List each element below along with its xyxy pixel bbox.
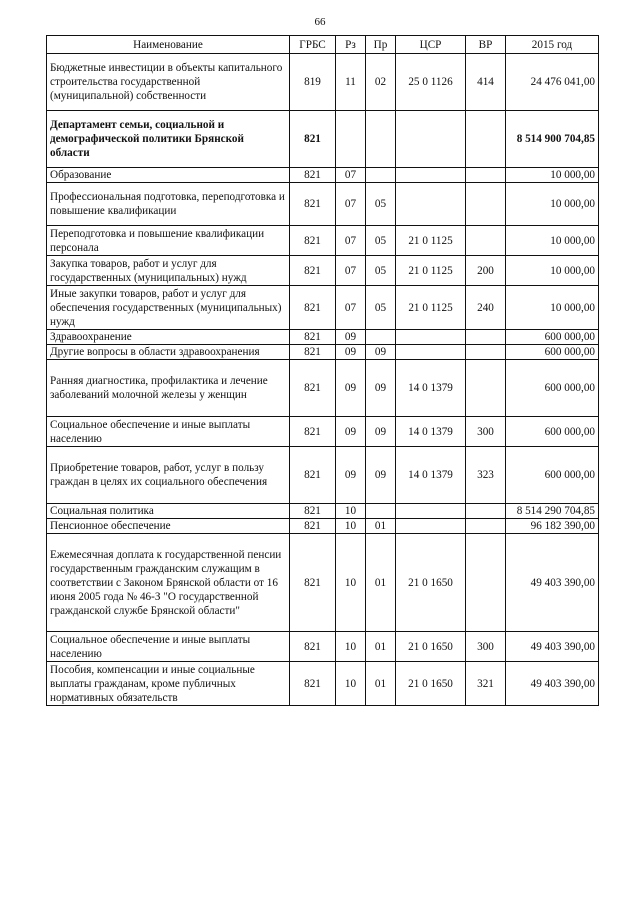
table-row xyxy=(47,330,599,345)
table-row xyxy=(47,183,599,226)
cell-vr xyxy=(466,360,506,417)
cell-grbs: 821 xyxy=(290,504,336,519)
cell-name: Ранняя диагностика, профилактика и лечение заболеваний молочной железы у женщин xyxy=(47,360,290,417)
cell-csr xyxy=(396,111,466,168)
cell-rz: 10 xyxy=(336,504,366,519)
cell-pr: 01 xyxy=(366,632,396,662)
cell-grbs: 819 xyxy=(290,54,336,111)
cell-grbs: 821 xyxy=(290,286,336,330)
cell-name: Приобретение товаров, работ, услуг в пользу граждан в целях их социального обеспечения xyxy=(47,447,290,504)
cell-vr xyxy=(466,183,506,226)
cell-vr xyxy=(466,345,506,360)
cell-amount: 10 000,00 xyxy=(506,286,599,330)
header-row xyxy=(47,36,599,54)
cell-name: Профессиональная подготовка, переподготовка и повышение квалификации xyxy=(47,183,290,226)
cell-csr xyxy=(396,330,466,345)
cell-vr xyxy=(466,226,506,256)
cell-vr xyxy=(466,111,506,168)
cell-csr: 14 0 1379 xyxy=(396,360,466,417)
cell-vr: 240 xyxy=(466,286,506,330)
cell-pr: 01 xyxy=(366,534,396,632)
table-row xyxy=(47,417,599,447)
cell-vr: 414 xyxy=(466,54,506,111)
cell-rz: 09 xyxy=(336,360,366,417)
cell-pr: 01 xyxy=(366,519,396,534)
cell-amount: 10 000,00 xyxy=(506,183,599,226)
cell-name: Другие вопросы в области здравоохранения xyxy=(47,345,290,360)
cell-pr xyxy=(366,504,396,519)
cell-amount: 8 514 290 704,85 xyxy=(506,504,599,519)
cell-name: Закупка товаров, работ и услуг для государственных (муниципальных) нужд xyxy=(47,256,290,286)
cell-csr: 21 0 1650 xyxy=(396,534,466,632)
cell-name: Образование xyxy=(47,168,290,183)
cell-pr xyxy=(366,330,396,345)
cell-name: Департамент семьи, социальной и демографической политики Брянской области xyxy=(47,111,290,168)
table-row xyxy=(47,54,599,111)
cell-rz xyxy=(336,111,366,168)
cell-rz: 09 xyxy=(336,345,366,360)
cell-grbs: 821 xyxy=(290,632,336,662)
cell-name: Социальное обеспечение и иные выплаты населению xyxy=(47,417,290,447)
cell-name: Социальная политика xyxy=(47,504,290,519)
cell-amount: 10 000,00 xyxy=(506,256,599,286)
cell-pr xyxy=(366,111,396,168)
cell-pr: 01 xyxy=(366,662,396,706)
cell-rz: 07 xyxy=(336,286,366,330)
cell-name: Ежемесячная доплата к государственной пенсии государственным гражданским служащим в соответствии с Законом Брянской области от 16 июня 2005 года № 46-З "О государственной гражданской службе Брянской области" xyxy=(47,534,290,632)
cell-rz: 10 xyxy=(336,632,366,662)
cell-pr: 09 xyxy=(366,417,396,447)
cell-amount: 600 000,00 xyxy=(506,417,599,447)
table-row xyxy=(47,504,599,519)
cell-name: Иные закупки товаров, работ и услуг для обеспечения государственных (муниципальных) нужд xyxy=(47,286,290,330)
cell-pr: 02 xyxy=(366,54,396,111)
cell-pr: 09 xyxy=(366,447,396,504)
cell-rz: 07 xyxy=(336,226,366,256)
cell-vr: 300 xyxy=(466,632,506,662)
cell-vr xyxy=(466,504,506,519)
cell-vr xyxy=(466,168,506,183)
cell-amount: 600 000,00 xyxy=(506,345,599,360)
table-row xyxy=(47,519,599,534)
cell-name: Здравоохранение xyxy=(47,330,290,345)
cell-csr: 21 0 1125 xyxy=(396,226,466,256)
cell-csr: 21 0 1650 xyxy=(396,662,466,706)
cell-amount: 8 514 900 704,85 xyxy=(506,111,599,168)
col-header-vr: ВР xyxy=(466,36,506,54)
col-header-grbs: ГРБС xyxy=(290,36,336,54)
cell-rz: 07 xyxy=(336,183,366,226)
cell-amount: 49 403 390,00 xyxy=(506,662,599,706)
cell-pr: 09 xyxy=(366,345,396,360)
cell-amount: 600 000,00 xyxy=(506,330,599,345)
cell-vr xyxy=(466,519,506,534)
cell-vr: 323 xyxy=(466,447,506,504)
cell-amount: 49 403 390,00 xyxy=(506,534,599,632)
cell-name: Бюджетные инвестиции в объекты капитального строительства государственной (муниципальной) собственности xyxy=(47,54,290,111)
cell-csr xyxy=(396,183,466,226)
cell-pr: 05 xyxy=(366,226,396,256)
cell-rz: 11 xyxy=(336,54,366,111)
col-header-year: 2015 год xyxy=(506,36,599,54)
cell-vr: 321 xyxy=(466,662,506,706)
cell-pr: 05 xyxy=(366,183,396,226)
cell-pr: 05 xyxy=(366,256,396,286)
cell-grbs: 821 xyxy=(290,256,336,286)
cell-rz: 10 xyxy=(336,519,366,534)
cell-amount: 49 403 390,00 xyxy=(506,632,599,662)
table-row xyxy=(47,360,599,417)
cell-pr: 09 xyxy=(366,360,396,417)
cell-csr xyxy=(396,345,466,360)
cell-name: Переподготовка и повышение квалификации персонала xyxy=(47,226,290,256)
cell-csr: 14 0 1379 xyxy=(396,417,466,447)
table-row xyxy=(47,111,599,168)
cell-rz: 07 xyxy=(336,256,366,286)
col-header-name: Наименование xyxy=(47,36,290,54)
cell-amount: 24 476 041,00 xyxy=(506,54,599,111)
cell-vr: 200 xyxy=(466,256,506,286)
cell-vr xyxy=(466,534,506,632)
cell-csr: 21 0 1125 xyxy=(396,256,466,286)
cell-grbs: 821 xyxy=(290,226,336,256)
cell-csr xyxy=(396,519,466,534)
table-row xyxy=(47,226,599,256)
cell-amount: 10 000,00 xyxy=(506,168,599,183)
col-header-rz: Рз xyxy=(336,36,366,54)
cell-name: Пенсионное обеспечение xyxy=(47,519,290,534)
table-row xyxy=(47,256,599,286)
table-row xyxy=(47,345,599,360)
cell-csr xyxy=(396,504,466,519)
cell-csr: 21 0 1125 xyxy=(396,286,466,330)
cell-pr: 05 xyxy=(366,286,396,330)
table-row xyxy=(47,534,599,632)
col-header-csr: ЦСР xyxy=(396,36,466,54)
cell-csr: 25 0 1126 xyxy=(396,54,466,111)
cell-pr xyxy=(366,168,396,183)
cell-amount: 96 182 390,00 xyxy=(506,519,599,534)
cell-grbs: 821 xyxy=(290,534,336,632)
cell-vr xyxy=(466,330,506,345)
cell-rz: 10 xyxy=(336,662,366,706)
page-number: 66 xyxy=(314,16,326,28)
cell-amount: 10 000,00 xyxy=(506,226,599,256)
cell-rz: 09 xyxy=(336,417,366,447)
cell-grbs: 821 xyxy=(290,417,336,447)
cell-grbs: 821 xyxy=(290,345,336,360)
cell-grbs: 821 xyxy=(290,360,336,417)
col-header-pr: Пр xyxy=(366,36,396,54)
cell-rz: 09 xyxy=(336,330,366,345)
table-row xyxy=(47,447,599,504)
cell-vr: 300 xyxy=(466,417,506,447)
cell-grbs: 821 xyxy=(290,183,336,226)
table-row xyxy=(47,168,599,183)
cell-name: Пособия, компенсации и иные социальные выплаты гражданам, кроме публичных нормативных обязательств xyxy=(47,662,290,706)
table-row xyxy=(47,662,599,706)
cell-grbs: 821 xyxy=(290,662,336,706)
cell-name: Социальное обеспечение и иные выплаты населению xyxy=(47,632,290,662)
cell-amount: 600 000,00 xyxy=(506,360,599,417)
cell-csr xyxy=(396,168,466,183)
table-row xyxy=(47,286,599,330)
cell-rz: 07 xyxy=(336,168,366,183)
table-row xyxy=(47,632,599,662)
cell-csr: 21 0 1650 xyxy=(396,632,466,662)
cell-grbs: 821 xyxy=(290,168,336,183)
cell-amount: 600 000,00 xyxy=(506,447,599,504)
cell-csr: 14 0 1379 xyxy=(396,447,466,504)
cell-rz: 10 xyxy=(336,534,366,632)
cell-rz: 09 xyxy=(336,447,366,504)
budget-table xyxy=(46,35,599,706)
cell-grbs: 821 xyxy=(290,330,336,345)
cell-grbs: 821 xyxy=(290,519,336,534)
cell-grbs: 821 xyxy=(290,447,336,504)
cell-grbs: 821 xyxy=(290,111,336,168)
